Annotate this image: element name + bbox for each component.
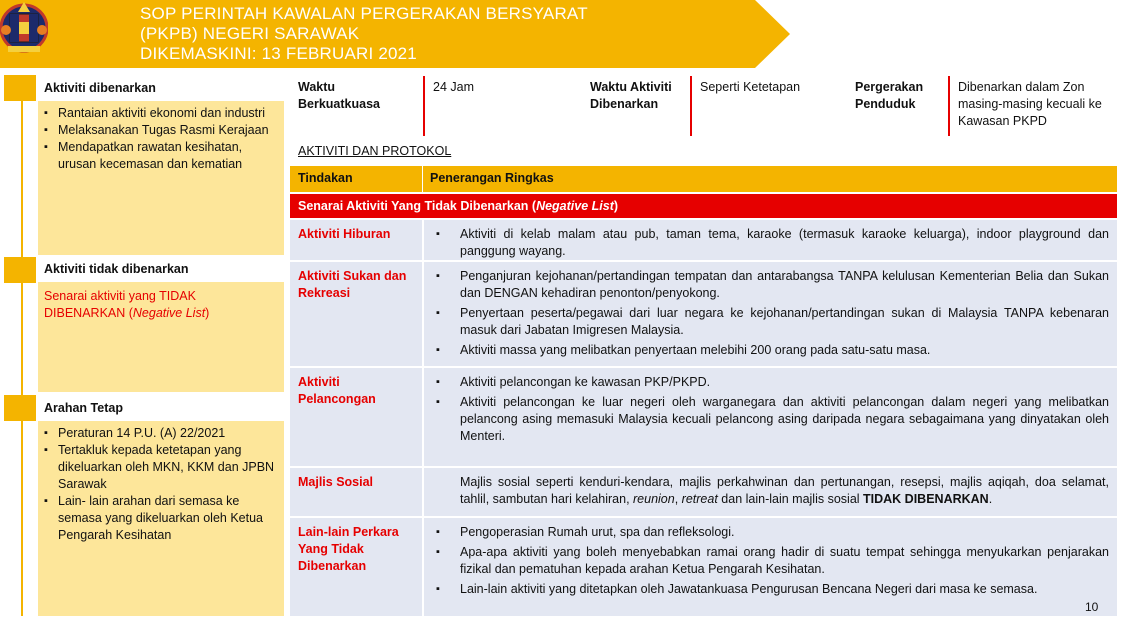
row-content (430, 474, 1109, 508)
negative-list-title: Senarai Aktiviti Yang Tidak Dibenarkan ( (298, 199, 537, 213)
info-divider (948, 76, 950, 136)
table-row (290, 468, 1117, 518)
not-allowed-close: ) (205, 306, 210, 320)
row-separator (422, 368, 424, 466)
row-item: ▪ Aktiviti di kelab malam atau pub, taman tema, karaoke (termasuk karaoke keluarga), indoor playground dan panggung wayang. (460, 226, 1109, 260)
row-item: ▪ Aktiviti pelancongan ke luar negeri oleh warganegara dan aktiviti pelancongan dalam negeri yang melibatkan pelancong asing memasuki Malaysia kecuali pelancong asing daripada negara sebagaimana yang dinyatakan oleh Menteri. (460, 394, 1109, 445)
info-divider (690, 76, 692, 136)
not-allowed-heading: Aktiviti tidak dibenarkan (38, 257, 284, 281)
header-line-3: DIKEMASKINI: 13 FEBRUARI 2021 (140, 44, 417, 63)
header-col-description: Penerangan Ringkas (430, 171, 554, 185)
row-separator (422, 518, 424, 616)
row-label: Aktiviti Pelancongan (298, 375, 376, 406)
negative-list-close: ) (613, 199, 619, 213)
directives-box (38, 421, 284, 616)
directive-item: ▪ Lain- lain arahan dari semasa ke semasa yang dikeluarkan oleh Ketua Pengarah Kesihatan (58, 493, 276, 544)
malaysia-coat-of-arms-logo (0, 0, 48, 56)
row-item: ▪ Penganjuran kejohanan/pertandingan tempatan dan antarabangsa TANPA kelulusan Kementerian Belia dan Sukan dan DENGAN kehadiran penonton/penyokong. (460, 268, 1109, 302)
header-separator (422, 166, 423, 192)
directive-item: ▪ Tertakluk kepada ketetapan yang dikeluarkan oleh MKN, KKM dan JPBN Sarawak (58, 442, 276, 493)
hours-value: Seperti Ketetapan (700, 80, 801, 94)
header-col-action: Tindakan (298, 171, 353, 185)
row-separator (422, 262, 424, 366)
social-italic-a: reunion (633, 492, 675, 506)
table-row (290, 220, 1117, 262)
negative-list-italic: Negative List (536, 199, 614, 213)
social-bold: TIDAK DIBENARKAN (863, 492, 989, 506)
negative-list-bar (290, 194, 1117, 218)
allowed-heading: Aktiviti dibenarkan (38, 76, 284, 100)
row-separator (422, 468, 424, 516)
allowed-item: ▪ Melaksanakan Tugas Rasmi Kerajaan (58, 122, 276, 139)
section-title: AKTIVITI DAN PROTOKOL (298, 144, 452, 158)
row-separator (422, 220, 424, 260)
table-row (290, 368, 1117, 468)
allowed-marker (4, 75, 36, 101)
hours-label: Waktu Aktiviti Dibenarkan (590, 80, 672, 111)
row-item: ▪ Aktiviti massa yang melibatkan penyertaan melebihi 200 orang pada satu-satu masa. (460, 342, 1109, 359)
left-timeline-line (21, 96, 23, 616)
allowed-item: ▪ Mendapatkan rawatan kesihatan, urusan kecemasan dan kematian (58, 139, 276, 173)
not-allowed-marker (4, 257, 36, 283)
directives-heading: Arahan Tetap (38, 396, 284, 420)
row-item: ▪ Aktiviti pelancongan ke kawasan PKP/PKPD. (460, 374, 1109, 391)
table-header (290, 166, 1117, 192)
header-title (140, 4, 588, 64)
row-content (430, 268, 1109, 362)
info-divider (423, 76, 425, 136)
row-item: ▪ Apa-apa aktiviti yang boleh menyebabkan ramai orang hadir di suatu tempat sehingga menyukarkan penjarakan fizikal dan pematuhan kepada arahan Ketua Pengarah Kesihatan. (460, 544, 1109, 578)
header-line-2: (PKPB) NEGERI SARAWAK (140, 24, 360, 43)
social-text-b: , (674, 492, 682, 506)
social-text-d: . (988, 492, 993, 506)
row-content (430, 524, 1109, 601)
row-label: Majlis Sosial (298, 475, 374, 489)
table-row (290, 262, 1117, 368)
row-item: ▪ Penyertaan peserta/pegawai dari luar negara ke kejohanan/pertandingan sukan di Malaysia TANPA kebenaran masuk dari Jabatan Imigresen Malaysia. (460, 305, 1109, 339)
not-allowed-italic: Negative List (132, 306, 206, 320)
movement-label: Pergerakan Penduduk (855, 80, 924, 111)
not-allowed-text: Senarai aktiviti yang TIDAK DIBENARKAN ( (44, 289, 196, 320)
row-label: Aktiviti Hiburan (298, 227, 391, 241)
allowed-item: ▪ Rantaian aktiviti ekonomi dan industri (58, 105, 276, 122)
effective-label: Waktu Berkuatkuasa (298, 80, 380, 111)
row-item: ▪ Pengoperasian Rumah urut, spa dan refleksologi. (460, 524, 1109, 541)
header-banner (0, 0, 790, 68)
directive-item: ▪ Peraturan 14 P.U. (A) 22/2021 (58, 425, 276, 442)
row-label: Aktiviti Sukan dan Rekreasi (298, 269, 407, 300)
movement-value: Dibenarkan dalam Zon masing-masing kecuali ke Kawasan PKPD (958, 80, 1102, 128)
row-content (430, 226, 1109, 263)
row-item: ▪ Lain-lain aktiviti yang ditetapkan oleh Jawatankuasa Pengurusan Bencana Negeri dari masa ke semasa. (460, 581, 1109, 598)
allowed-box (38, 101, 284, 255)
header-line-1: SOP PERINTAH KAWALAN PERGERAKAN BERSYARAT (140, 4, 588, 23)
social-italic-b: retreat (681, 492, 718, 506)
not-allowed-box (38, 282, 284, 392)
table-row (290, 518, 1117, 616)
social-text-c: dan lain-lain majlis sosial (717, 492, 864, 506)
row-content (430, 374, 1109, 448)
row-label: Lain-lain Perkara Yang Tidak Dibenarkan (298, 525, 399, 573)
social-text-a: Majlis sosial seperti kenduri-kendara, majlis perkahwinan dan pertunangan, resepsi, majlis aqiqah, doa selamat, tahlil, sambutan hari kelahiran, (460, 475, 1109, 506)
effective-value: 24 Jam (433, 80, 474, 94)
page-number: 10 (1085, 600, 1099, 614)
directives-marker (4, 395, 36, 421)
